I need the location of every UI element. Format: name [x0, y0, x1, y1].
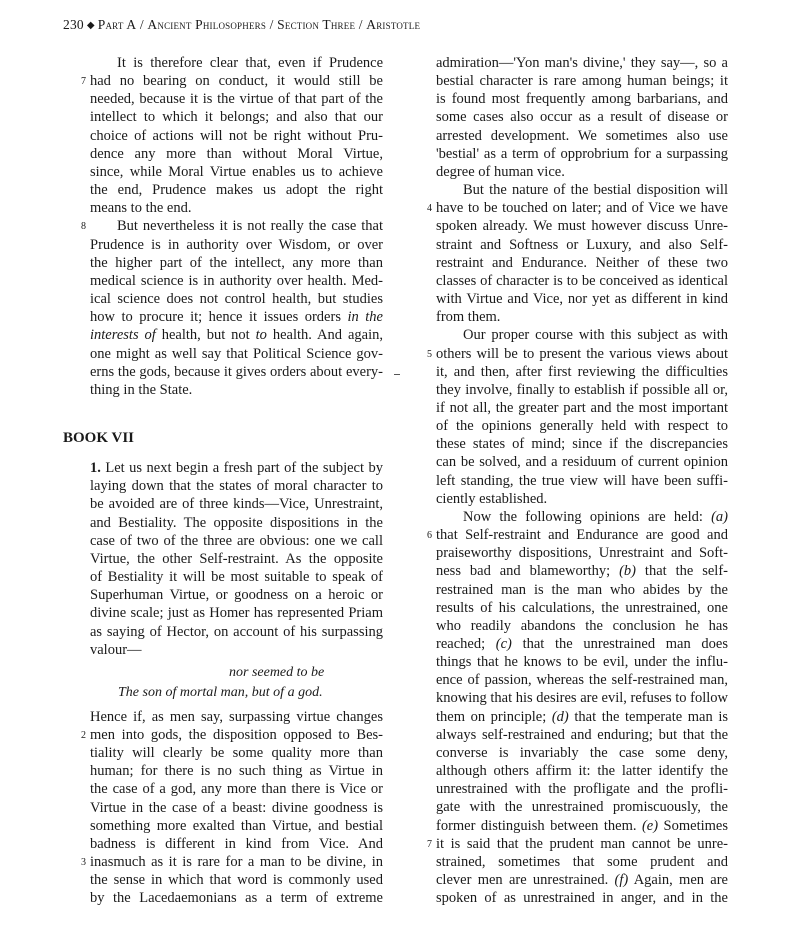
text-line: intellect to which it belongs; and also that our: [90, 109, 383, 126]
text-line: gate with the unrestrained promiscuously, the: [436, 799, 728, 816]
header-title: Ancient Philosophers: [147, 17, 267, 32]
header-part: Part A: [97, 17, 137, 32]
text-line: restrained man is the man who abides by the: [436, 581, 728, 598]
text-line: knowing that his desires are evil, refuses to follow: [436, 690, 728, 707]
text-line: 1. Let us next begin a fresh part of the subject by: [90, 460, 383, 477]
text-line: means to the end.: [90, 200, 192, 217]
text-line: can be solved, and a residuum of current opinion: [436, 454, 728, 471]
text-line: left standing, the true view will have been suffi-: [436, 472, 728, 489]
text-line: the case of a god, any more than there is Vice or: [90, 781, 383, 798]
text-line: former distinguish between them. (e) Sometimes: [436, 817, 728, 834]
text-line: But the nature of the bestial disposition will: [463, 182, 728, 199]
text-line: straint and Softness or Luxury, and also Self-: [436, 236, 728, 253]
text-line: thing in the State.: [90, 381, 193, 398]
text-line: reached; (c) that the unrestrained man does: [436, 636, 728, 652]
text-line: ciently established.: [436, 490, 548, 507]
text-line: 'bestial' as a term of opprobrium for a surpassing: [436, 145, 728, 162]
text-line: 6 that Self-restraint and Endurance are good and: [436, 526, 728, 544]
text-line: Now the following opinions are held: (a): [463, 508, 728, 525]
text-line: who readily abandons the conclusion he has: [436, 617, 728, 634]
text-line: divine scale; just as Homer has represented Priam: [90, 605, 383, 622]
text-line: tiality will clearly be some quality more than: [90, 745, 383, 762]
text-line: from them.: [436, 309, 501, 326]
text-line: strained, sometimes that some prudent and: [436, 853, 728, 870]
text-line: bestial character is rare among human beings; it: [436, 73, 728, 90]
margin-number: 4: [427, 203, 432, 215]
header-author: Aristotle: [366, 17, 421, 32]
bullet-icon: ◆: [86, 20, 95, 31]
text-line: converse is invariably the case some deny,: [436, 744, 728, 761]
verse-line: The son of mortal man, but of a god.: [118, 684, 323, 700]
text-line: 5 others will be to present the various views about: [436, 345, 728, 363]
text-line: arrested development. We sometimes also use: [436, 127, 728, 144]
text-line: results of his calculations, the unrestrained, one: [436, 599, 728, 616]
text-line: restraint and Endurance. Neither of these two: [436, 254, 728, 271]
left-column: [63, 54, 383, 908]
text-line: something more exalted than Virtue, and bestial: [90, 817, 383, 834]
text-line: valour—: [90, 641, 142, 658]
right-column: [427, 54, 728, 907]
text-line: ical science does not control health, but studies: [90, 291, 383, 308]
text-line: since, while Moral Virtue enables us to achieve: [90, 163, 383, 180]
text-line: they involve, finally to establish if possible all or,: [436, 381, 728, 398]
text-line: with Virtue and Vice, nor yet as different in kind: [436, 291, 728, 308]
text-line: is found most frequently among barbarians, and: [436, 91, 728, 108]
running-header: 230 ◆ Part A / Ancient Philosophers / Section Three / Aristotle: [63, 17, 421, 32]
text-line: be avoided are of three kinds—Vice, Unrestraint,: [90, 496, 383, 513]
margin-number: 3: [81, 857, 86, 869]
text-line: medical science is in authority over health. Med-: [90, 272, 383, 289]
margin-number: 5: [427, 348, 432, 360]
margin-number: 8: [81, 221, 86, 233]
header-section: Section Three: [277, 17, 356, 32]
text-line: choice of actions will not be right without Pru-: [90, 127, 383, 144]
text-line: unrestrained with the profligate and the profli-: [436, 781, 728, 798]
text-line: spoken already. We must however discuss Unre-: [436, 218, 728, 235]
text-line: the end, Prudence makes us adopt the right: [90, 182, 383, 199]
text-line: praiseworthy dispositions, Unrestraint and Soft-: [436, 545, 728, 562]
text-line: 3 inasmuch as it is rare for a man to be divine, in: [90, 853, 383, 871]
text-line: needed, because it is the virtue of that part of the: [90, 91, 383, 108]
text-line: the higher part of the intellect, any more than: [90, 254, 383, 271]
page-number: 230: [63, 17, 84, 32]
text-line: 4 have to be touched on later; and of Vice we have: [436, 199, 728, 217]
margin-number: 7: [427, 838, 432, 850]
text-line: clever men are unrestrained. (f) Again, men are: [436, 872, 728, 889]
text-line: 7 had no bearing on conduct, it would still be: [90, 72, 383, 90]
book-heading: BOOK VII: [63, 429, 134, 446]
text-line: these states of mind; since if the discrepancies: [436, 436, 728, 453]
text-line: although others affirm it: the latter identify the: [436, 763, 728, 780]
text-line: 7 it is said that the prudent man cannot be unre-: [436, 835, 728, 853]
text-line: the sense in which that word is commonly used: [90, 872, 383, 889]
text-line: and Bestiality. The opposite dispositions in the: [90, 514, 383, 531]
text-line: erns the gods, because it gives orders about every-: [90, 363, 383, 380]
text-line: human; for there is no such thing as Virtue in: [90, 763, 383, 780]
text-line: as saying of Hector, on account of his surpassing: [90, 623, 383, 640]
margin-number: 6: [427, 530, 432, 542]
text-line: things that he knows to be evil, under the influ-: [436, 654, 728, 671]
text-line: 2 men into gods, the disposition opposed to Bes-: [90, 726, 383, 744]
text-line: admiration—'Yon man's divine,' they say—, so a: [436, 55, 728, 71]
text-line: laying down that the states of moral character to: [90, 478, 383, 495]
text-line: Prudence is in authority over Wisdom, or over: [90, 236, 383, 253]
text-line: some cases also occur as a result of disease or: [436, 109, 728, 126]
text-line: one might as well say that Political Science gov-: [90, 345, 383, 362]
text-line: degree of human vice.: [436, 163, 565, 180]
text-line: Virtue, the other Self-restraint. As the opposite: [90, 550, 383, 567]
text-line: Virtue in the case of a beast: divine goodness is: [90, 799, 383, 816]
margin-dash: [394, 374, 400, 375]
margin-number: 2: [81, 730, 86, 741]
text-line: always self-restrained and enduring; but that the: [436, 726, 728, 743]
text-line: it, and then, after first reviewing the difficulties: [436, 363, 728, 380]
text-line: of Bestiality it will be most suitable to speak of: [90, 569, 383, 586]
text-line: case of two of the three are obvious: one we call: [90, 532, 383, 549]
text-line: ence of passion, whereas the self-restrained man,: [436, 672, 728, 689]
text-line: 8 But nevertheless it is not really the case that: [90, 217, 383, 235]
text-line: ness bad and blameworthy; (b) that the self-: [436, 563, 728, 580]
text-line: Superhuman Virtue, or goodness on a heroic or: [90, 587, 383, 604]
text-line: badness is different in kind from Vice. And: [90, 835, 383, 852]
text-line: classes of character is to be conceived as identical: [436, 272, 728, 289]
text-line: if not all, the greater part and the most important: [436, 399, 728, 416]
verse-line: nor seemed to be: [229, 664, 325, 680]
text-line: spoken of as unrestrained in anger, and in the: [436, 890, 728, 907]
margin-number: 7: [81, 76, 86, 88]
text-line: interests of health, but not to health. And again,: [90, 327, 383, 344]
text-line: It is therefore clear that, even if Prudence: [117, 55, 383, 71]
text-line: Hence if, as men say, surpassing virtue changes: [90, 708, 383, 725]
text-line: of the opinions generally held with respect to: [436, 418, 728, 435]
text-line: dence any more than without Moral Virtue,: [90, 145, 383, 162]
text-line: by the Lacedaemonians as a term of extreme: [90, 890, 383, 907]
text-line: them on principle; (d) that the temperate man is: [436, 708, 728, 725]
text-line: how to procure it; hence it issues orders in the: [90, 309, 383, 326]
text-line: Our proper course with this subject as with: [463, 327, 728, 344]
